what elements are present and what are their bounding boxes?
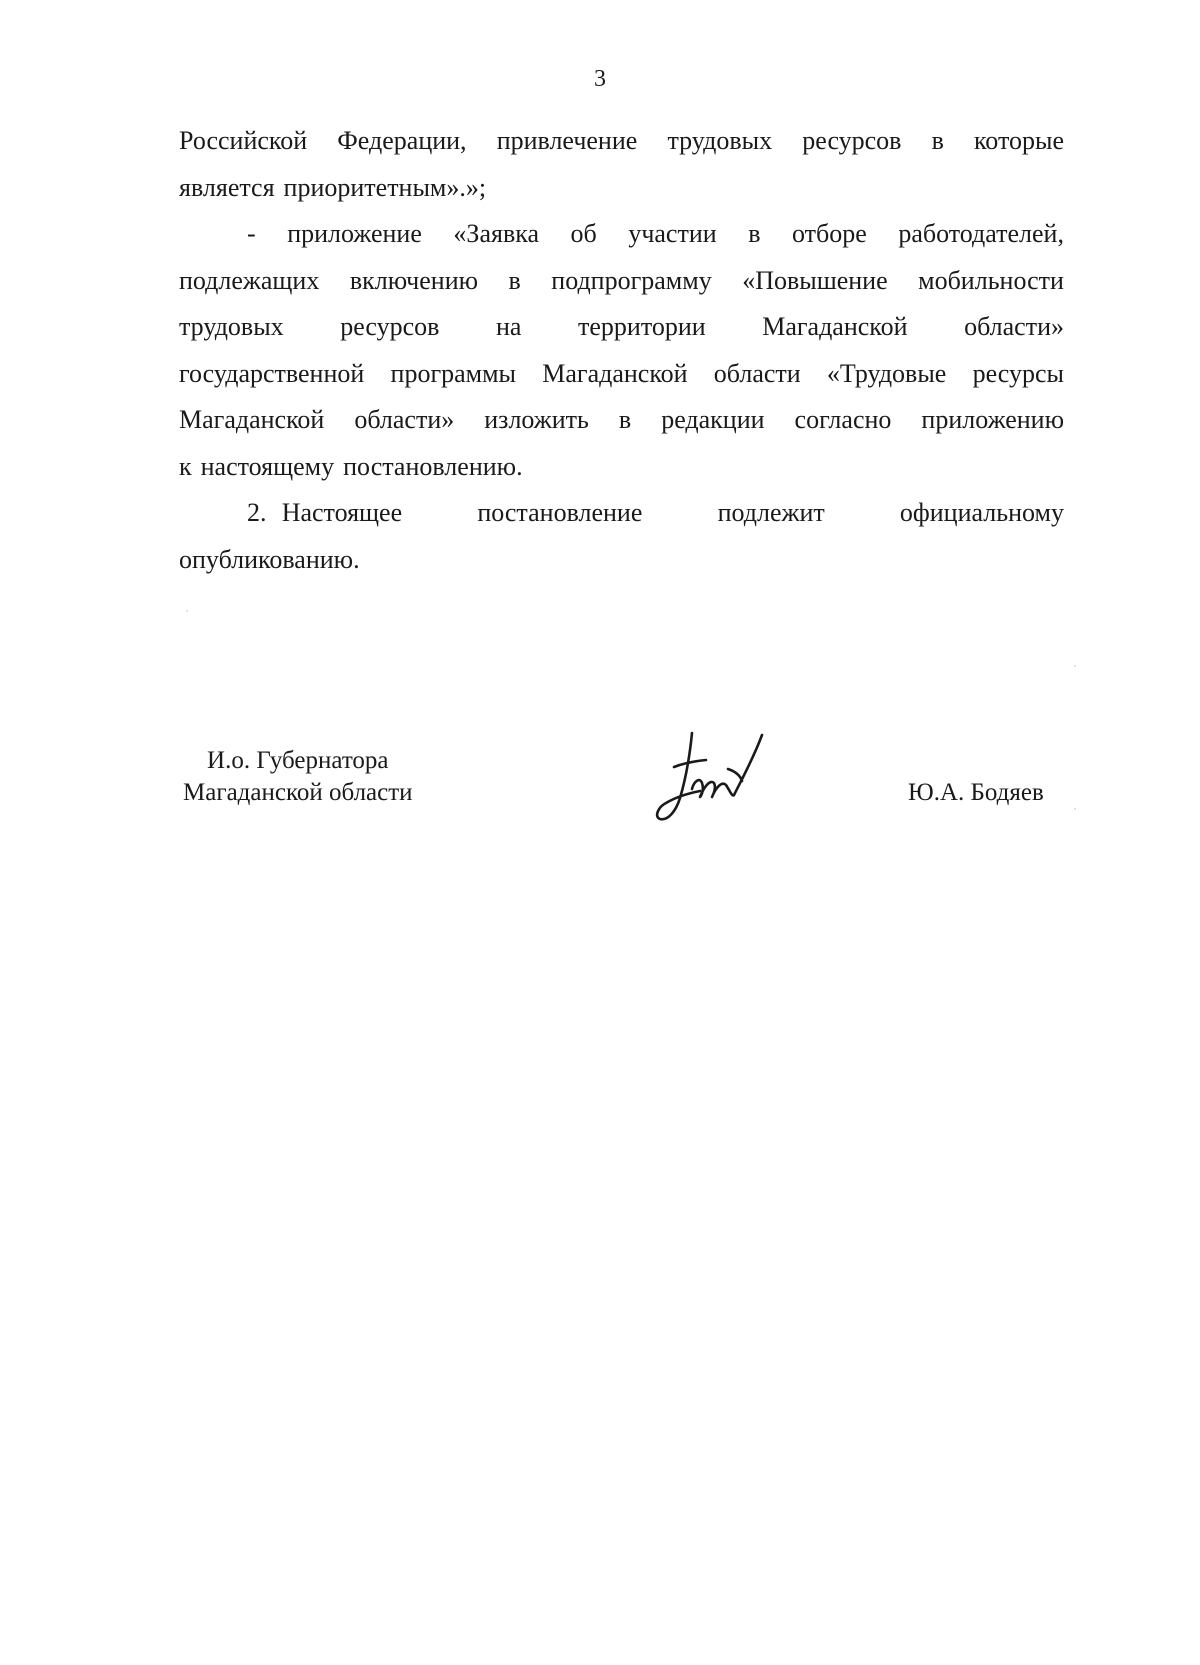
text-line <box>179 444 1064 491</box>
word: на <box>495 312 522 341</box>
word: ресурсы <box>972 358 1064 388</box>
signer-title-line2: Магаданской области <box>183 779 413 806</box>
text-line <box>179 165 1064 212</box>
word: в <box>508 265 521 295</box>
word: Российской <box>179 126 308 155</box>
signature-block <box>0 745 1200 865</box>
signer-title <box>183 745 413 809</box>
word: в <box>748 219 761 248</box>
text-line <box>179 490 1064 537</box>
word: изложить <box>484 405 589 434</box>
word: приложение <box>287 219 422 248</box>
page-number: 3 <box>594 66 606 92</box>
word: в <box>931 126 944 155</box>
word: «Трудовые <box>826 358 947 388</box>
text-line <box>179 211 1064 258</box>
word: - <box>247 219 256 248</box>
word: привлечение <box>496 126 638 155</box>
word: к <box>179 451 192 481</box>
word: в <box>618 405 632 434</box>
word: ресурсов <box>340 312 440 341</box>
word: отборе <box>792 219 867 248</box>
word: опубликованию. <box>179 544 360 574</box>
word: Федерации, <box>337 126 467 155</box>
word: области» <box>354 405 455 434</box>
word: приложению <box>921 405 1064 434</box>
signer-name: Ю.А. Бодяев <box>908 779 1044 806</box>
text-line <box>179 537 1064 584</box>
word: Магаданской <box>542 358 688 388</box>
body-text <box>179 118 1064 583</box>
word: которые <box>973 126 1064 155</box>
word: ресурсов <box>802 126 902 155</box>
word: Магаданской <box>762 312 908 341</box>
word: области» <box>964 312 1064 341</box>
word: «Заявка <box>453 219 540 248</box>
word: подлежит <box>717 498 825 527</box>
word: настоящему <box>200 451 335 481</box>
word: редакции <box>661 405 765 434</box>
word: постановление <box>477 498 643 527</box>
scan-speck <box>1074 665 1076 667</box>
word: 2. <box>247 498 267 527</box>
text-line <box>179 397 1064 444</box>
scan-speck <box>186 610 188 612</box>
scan-speck <box>1074 808 1076 810</box>
handwritten-signature <box>650 723 780 833</box>
signer-title-line1: И.о. Губернатора <box>207 747 389 774</box>
word: области <box>713 358 801 388</box>
word: постановлению. <box>343 451 523 481</box>
word: «Повышение <box>742 265 888 295</box>
word: подпрограмму <box>551 265 712 295</box>
word: работодателей, <box>898 219 1064 248</box>
word: является <box>179 172 275 202</box>
text-line <box>179 351 1064 398</box>
word: мобильности <box>918 265 1064 295</box>
word: трудовых <box>667 126 773 155</box>
word: трудовых <box>179 312 284 341</box>
word: официальному <box>899 498 1064 527</box>
word: территории <box>578 312 706 341</box>
word: программы <box>390 358 517 388</box>
text-line <box>179 258 1064 305</box>
word: Магаданской <box>179 405 325 434</box>
word: приоритетным».»; <box>283 172 487 202</box>
word: включению <box>349 265 479 295</box>
text-line <box>179 118 1064 165</box>
word: государственной <box>179 358 365 388</box>
word: об <box>570 219 597 248</box>
word: подлежащих <box>179 265 320 295</box>
text-line <box>179 304 1064 351</box>
word: Настоящее <box>281 498 403 527</box>
word: согласно <box>794 405 892 434</box>
word: участии <box>628 219 717 248</box>
